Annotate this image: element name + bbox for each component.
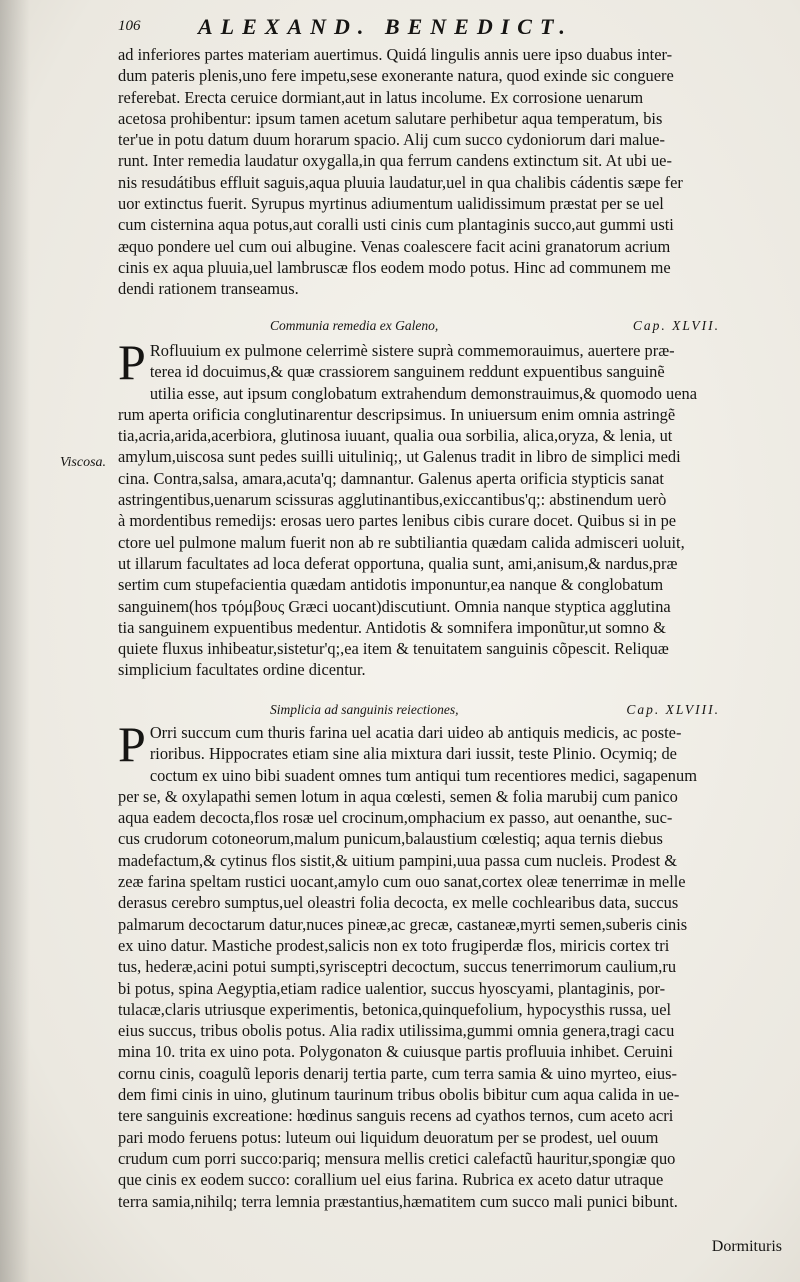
- text-line: bi potus, spina Aegyptia,etiam radice ualentior, succus hyoscyami, plantaginis, por-: [118, 978, 666, 998]
- text-line: utilia esse, aut ipsum conglobatum extrahendum demonstrauimus,& quomodo uena: [149, 383, 697, 403]
- text-line: ctore uel pulmone malum fuerit non ab re subtiliantia quædam calida admisceri uoluit,: [118, 532, 685, 552]
- chapter-title: Simplicia ad sanguinis reiectiones,: [270, 702, 459, 717]
- catchword: Dormituris: [711, 1238, 782, 1255]
- text-line: dendi rationem transeamus.: [118, 279, 299, 299]
- text-line: dum pateris plenis,uno fere impetu,sese exonerante natura, quod exinde sic conguere: [118, 66, 674, 86]
- paragraph-block-2: [118, 334, 786, 681]
- drop-cap: P: [118, 334, 146, 390]
- text-line: nis resudátibus effluit saguis,aqua pluuia laudatur,uel in qua chalibis cádentis sæpe fer: [118, 172, 683, 192]
- text-line: cinis ex aqua pluuia,uel lambruscæ flos eodem modo potus. Hinc ad communem me: [118, 257, 671, 277]
- running-head: [118, 14, 778, 40]
- text-line: terea id docuimus,& quæ crassiorem sanguinem reddunt expuentibus sanguinẽ: [149, 362, 665, 382]
- paragraph-block-3: [118, 716, 786, 1212]
- text-line: tere sanguinis excreatione: hœdinus sanguis recens ad cyathos ternos, cum aceto acri: [118, 1106, 674, 1126]
- text-line: ut illarum facultates ad loca deferat opportuna, qualia sunt, ami,anisum,& nardus,præ: [118, 553, 678, 573]
- text-line: simplicium facultates ordine dicentur.: [118, 660, 366, 680]
- text-line: cum cisternina aqua potus,aut coralli usti cinis cum plantaginis succo,aut gummi usti: [118, 215, 674, 235]
- text-line: æquo pondere uel cum oui albugine. Venas coalescere facit acini granatorum acrium: [118, 236, 671, 256]
- text-line: astringentibus,uenarum scissuras agglutinantibus,exiccantibus'q;: abstinendum uerò: [118, 490, 667, 510]
- gutter-shadow: [0, 0, 30, 1282]
- text-line: runt. Inter remedia laudatur oxygalla,in qua ferrum candens extinctum sit. At ubi ue-: [118, 151, 672, 171]
- text-line: acetosa prohibentur: ipsum tamen acetum salutare perhibetur aqua temperatum, bis: [118, 108, 663, 128]
- text-line: per se, & oxylapathi semen lotum in aqua cœlesti, semen & folia marubij cum panico: [118, 786, 678, 806]
- text-line: tus, hederæ,acini potui sumpti,syrisceptri decoctum, succus tenerrimorum caulium,ru: [118, 957, 677, 977]
- text-line: tia,acria,arida,acerbiora, glutinosa iuuant, qualia oua sorbilia, alica,oryza, & lenia, ut: [118, 426, 673, 446]
- chapter-title: Communia remedia ex Galeno,: [270, 318, 439, 333]
- text-line: sanguinem(hos τρόμβους Græci uocant)discutiunt. Omnia nanque styptica agglutina: [118, 596, 671, 616]
- text-line: cus crudorum cotoneorum,malum punicum,balaustium cœlestiq; aqua ternis diebus: [118, 829, 663, 849]
- text-line: Rofluuium ex pulmone celerrimè sistere suprà commemorauimus, auertere præ-: [149, 341, 675, 360]
- text-line: tia sanguinem expuentibus medentur. Antidotis & somnifera imponũtur,ut somno &: [118, 617, 666, 637]
- text-line: sertim cum stupefacientia quædam antidotis imponuntur,ea nanque & conglobatum: [118, 575, 664, 595]
- page-number: 106: [118, 18, 141, 34]
- text-line: aqua eadem decocta,flos rosæ uel crocinum,omphacium ex passo, aut oenanthe, suc-: [118, 808, 673, 828]
- text-line: ad inferiores partes materiam auertimus. Quidá lingulis annis uere ipso duabus inter-: [118, 45, 673, 64]
- text-line: tulacæ,claris utriusque experimentis, betonica,quinquefolium, hypocysthis russa, uel: [118, 999, 672, 1019]
- margin-note: Viscosa.: [60, 455, 107, 470]
- drop-cap: P: [118, 716, 146, 772]
- text-line: rum aperta orificia conglutinarentur descripsimus. In uniuersum enim omnia astringẽ: [118, 404, 676, 424]
- text-line: à mordentibus remedijs: erosas uero partes lenibus cibis curare docet. Quibus si in pe: [118, 511, 677, 531]
- chapter-heading-48: [270, 702, 720, 722]
- text-line: derasus cerebro sumptus,uel oleastri folia decocta, ex melle cochlearibus data, succus: [118, 893, 679, 913]
- chapter-number: Cap. XLVIII.: [626, 702, 720, 717]
- text-line: Orri succum cum thuris farina uel acatia dari uideo ab antiquis medicis, ac poste-: [149, 723, 682, 742]
- running-title: ALEXAND. BENEDICT.: [198, 14, 573, 39]
- text-line: mina 10. trita ex uino pota. Polygonaton & cuiusque partis profluuia inhibet. Ceruini: [118, 1042, 673, 1062]
- text-line: dem fimi cinis in uino, glutinum taurinum tribus obolis bibitur cum aqua calida in ue-: [118, 1085, 680, 1105]
- text-line: zeæ farina speltam rustici uocant,amylo cum ouo sanat,cortex oleæ tenerrimæ in melle: [118, 872, 686, 892]
- chapter-heading-47: [270, 318, 720, 338]
- text-line: terra samia,nihilq; terra lemnia præstantius,hæmatitem cum succo mali punici bibunt.: [118, 1191, 678, 1211]
- text-line: rioribus. Hippocrates etiam sine alia mixtura dari iussit, teste Plinio. Ocymiq; de: [149, 744, 677, 764]
- text-line: coctum ex uino bibi suadent omnes tum antiqui tum recentiores medici, sagapenum: [149, 765, 697, 785]
- text-line: ex uino datur. Mastiche prodest,salicis non ex toto frugiperdæ flos, miricis cortex tri: [118, 935, 670, 955]
- text-line: cina. Contra,salsa, amara,acuta'q; damnantur. Galenus aperta orificia stypticis sanat: [118, 468, 664, 488]
- text-line: cornu cinis, coagulũ leporis denarij tertia parte, cum terra samia & uino myrteo, eius-: [118, 1063, 677, 1083]
- text-line: crudum cum porri succo:pariq; mensura mellis cretici calefactũ hauritur,spongiæ quo: [118, 1148, 676, 1168]
- text-line: palmarum decoctarum datur,nuces pineæ,ac grecæ, castaneæ,myrti semen,suberis cinis: [118, 914, 688, 934]
- text-line: pari modo feruens potus: luteum oui liquidum deuoratum per se prodest, uel ouum: [118, 1127, 659, 1147]
- text-line: quiete fluxus inhibeatur,sistetur'q;,ea item & tenuitatem sanguinis cõpescit. Reliquæ: [118, 639, 669, 659]
- text-line: uor extinctus fuerit. Syrupus myrtinus adiumentum ualidissimum præstat per se uel: [118, 194, 664, 214]
- text-line: eius succus, tribus obolis potus. Alia radix utilissima,gummi omnia genera,tragi cacu: [118, 1021, 675, 1041]
- text-line: madefactum,& cytinus flos sistit,& uitium pampini,uua passa cum nucleis. Prodest &: [118, 850, 678, 870]
- text-line: ter'ue in potu datum duum horarum spacio. Alij cum succo cydoniorum dari malue-: [118, 130, 665, 150]
- text-line: amylum,uiscosa sunt pedes suilli uituliniq;, ut Galenus tradit in libro de simplici medi: [118, 447, 681, 467]
- text-line: referebat. Erecta ceruice dormiant,aut in latus incolume. Ex corrosione uenarum: [118, 87, 644, 107]
- text-line: que cinis ex eodem succo: corallium uel eius farina. Rubrica ex aceto datur utraque: [118, 1170, 664, 1190]
- chapter-number: Cap. XLVII.: [632, 318, 720, 333]
- paragraph-block-1: [118, 44, 786, 300]
